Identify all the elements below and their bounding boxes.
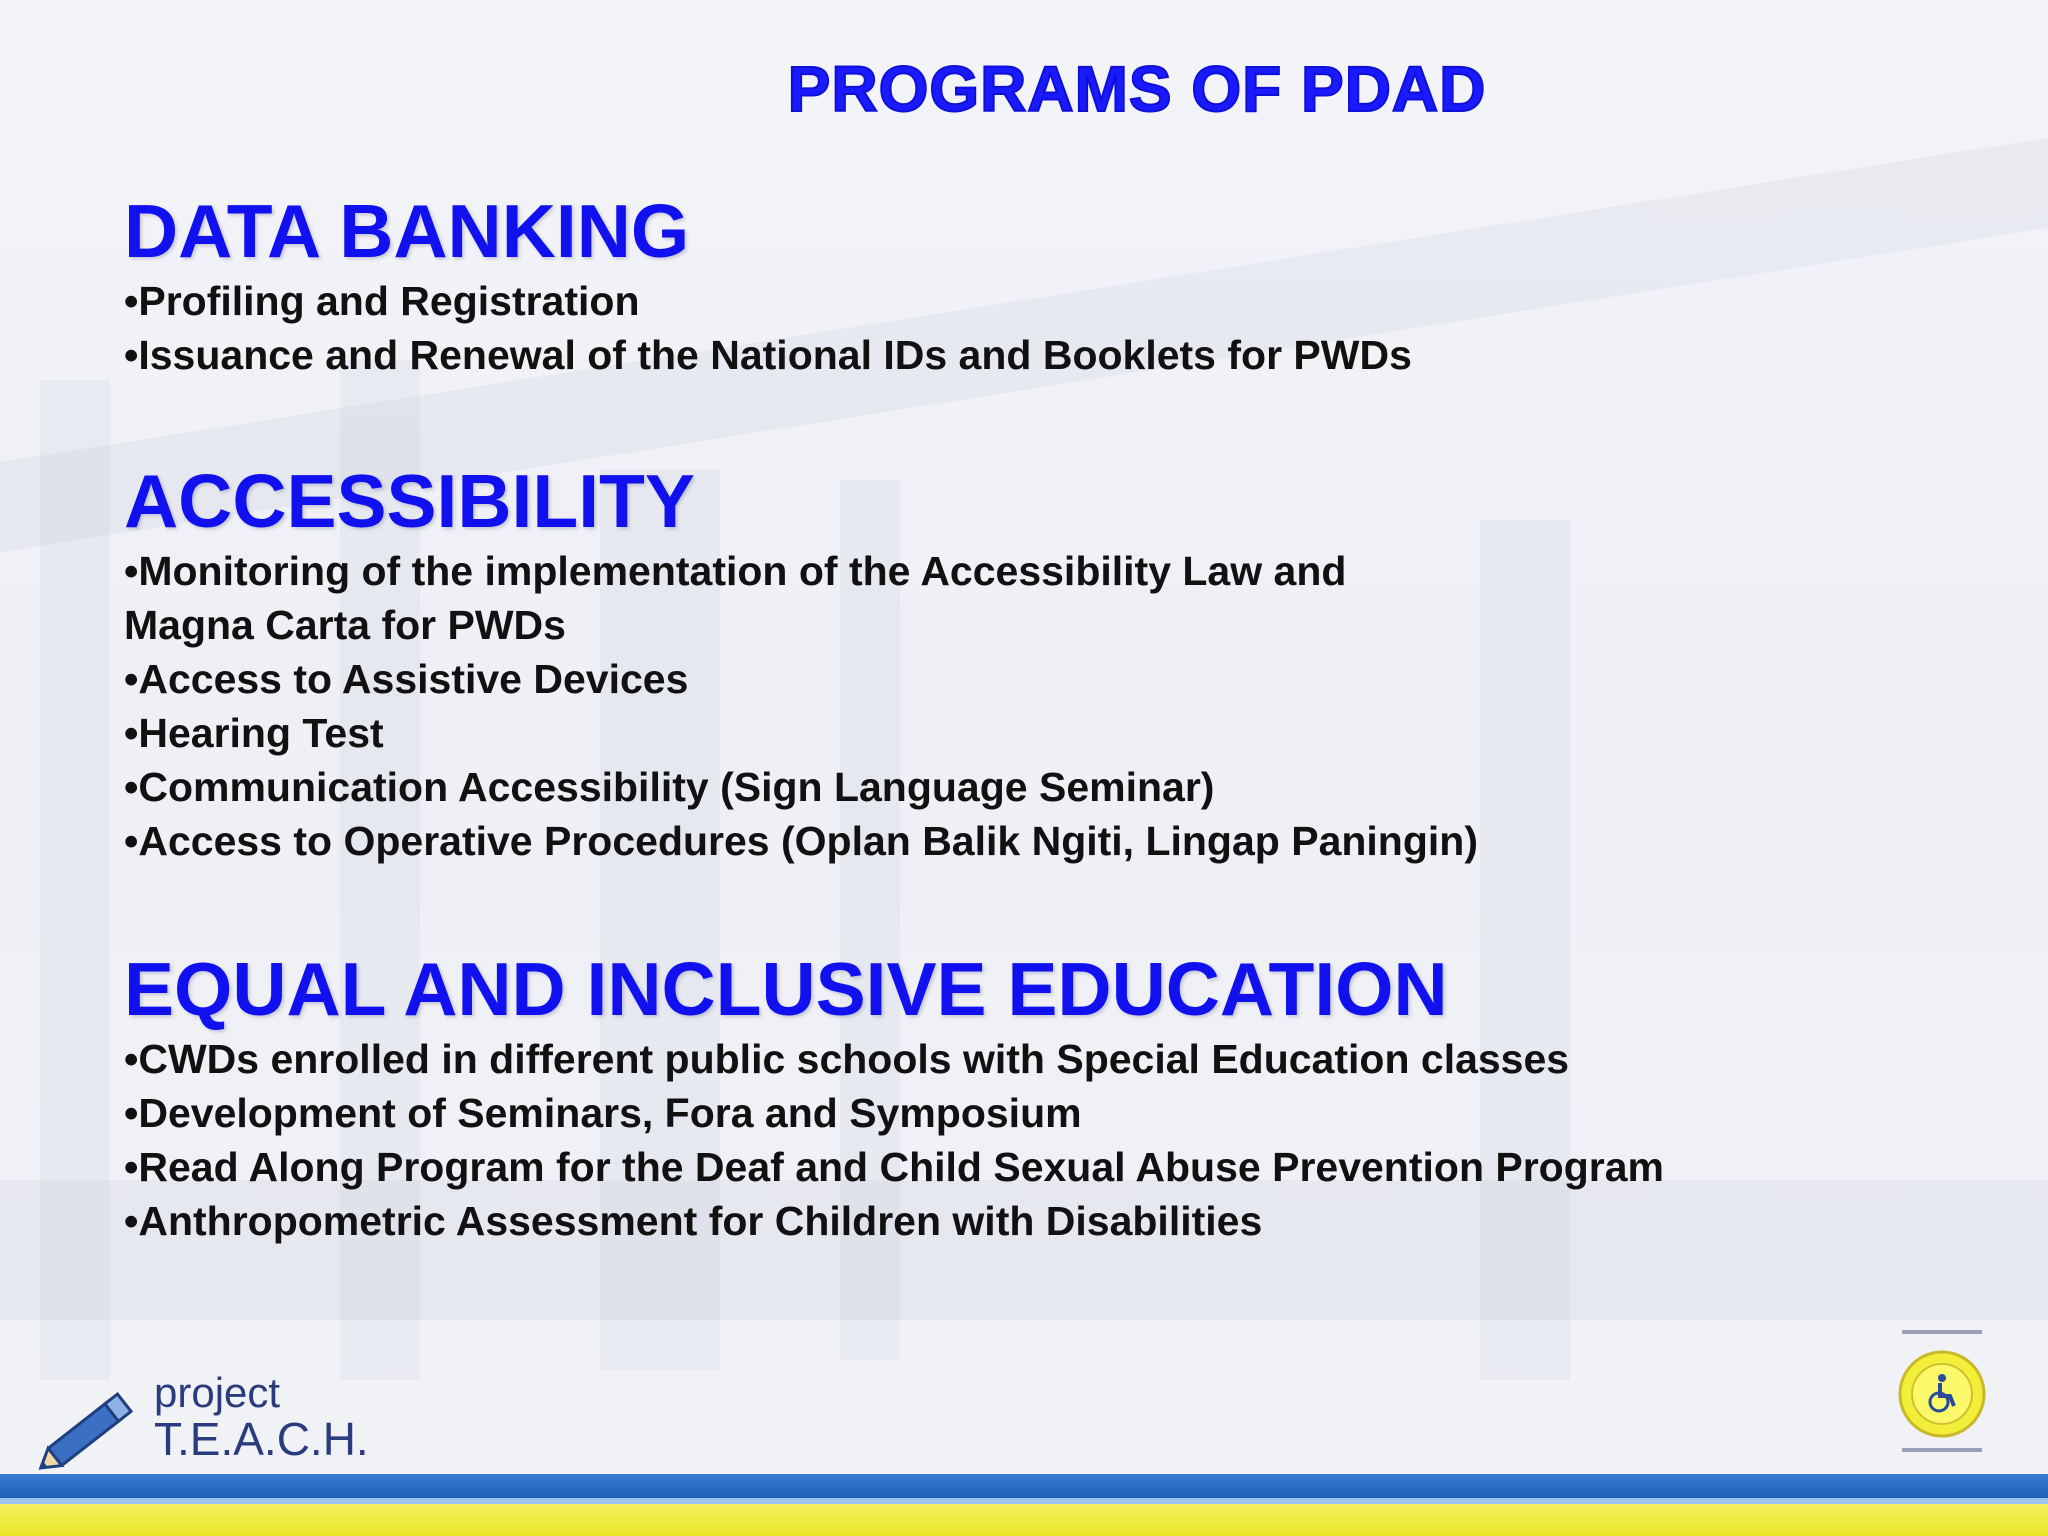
list-item: •Communication Accessibility (Sign Language Seminar) bbox=[124, 764, 1215, 810]
logo-line-project: project bbox=[154, 1369, 281, 1416]
pencil-icon bbox=[26, 1370, 156, 1480]
list-item: •Profiling and Registration bbox=[124, 278, 640, 324]
logo-text bbox=[154, 1369, 369, 1465]
wheelchair-seal-icon bbox=[1892, 1322, 1992, 1462]
list-item: •Access to Assistive Devices bbox=[124, 656, 689, 702]
slide-content bbox=[124, 188, 2004, 1248]
list-item: •Monitoring of the implementation of the Accessibility Law and bbox=[124, 548, 1347, 594]
section-heading: DATA BANKING bbox=[124, 189, 690, 273]
list-item: •Issuance and Renewal of the National IDs and Booklets for PWDs bbox=[124, 332, 1412, 378]
slide-title: PROGRAMS OF PDAD bbox=[787, 53, 1487, 125]
logo-line-teach: T.E.A.C.H. bbox=[154, 1413, 369, 1465]
list-item: •Hearing Test bbox=[124, 710, 384, 756]
section-data-banking bbox=[124, 188, 2004, 382]
list-item: •Development of Seminars, Fora and Symposium bbox=[124, 1090, 1082, 1136]
section-heading: ACCESSIBILITY bbox=[124, 459, 695, 543]
list-item: •Read Along Program for the Deaf and Child Sexual Abuse Prevention Program bbox=[124, 1144, 1664, 1190]
section-equal-inclusive-education bbox=[124, 946, 2004, 1248]
list-item: •Access to Operative Procedures (Oplan Balik Ngiti, Lingap Paningin) bbox=[124, 818, 1478, 864]
footer-yellow-band bbox=[0, 1504, 2048, 1536]
office-seal bbox=[1892, 1322, 1992, 1462]
project-teach-logo bbox=[26, 1369, 369, 1480]
list-item: Magna Carta for PWDs bbox=[124, 602, 566, 648]
section-heading: EQUAL AND INCLUSIVE EDUCATION bbox=[124, 947, 1448, 1031]
list-item: •Anthropometric Assessment for Children with Disabilities bbox=[124, 1198, 1263, 1244]
list-item: •CWDs enrolled in different public schools with Special Education classes bbox=[124, 1036, 1570, 1082]
section-accessibility bbox=[124, 458, 2004, 868]
footer-blue-band bbox=[0, 1474, 2048, 1498]
